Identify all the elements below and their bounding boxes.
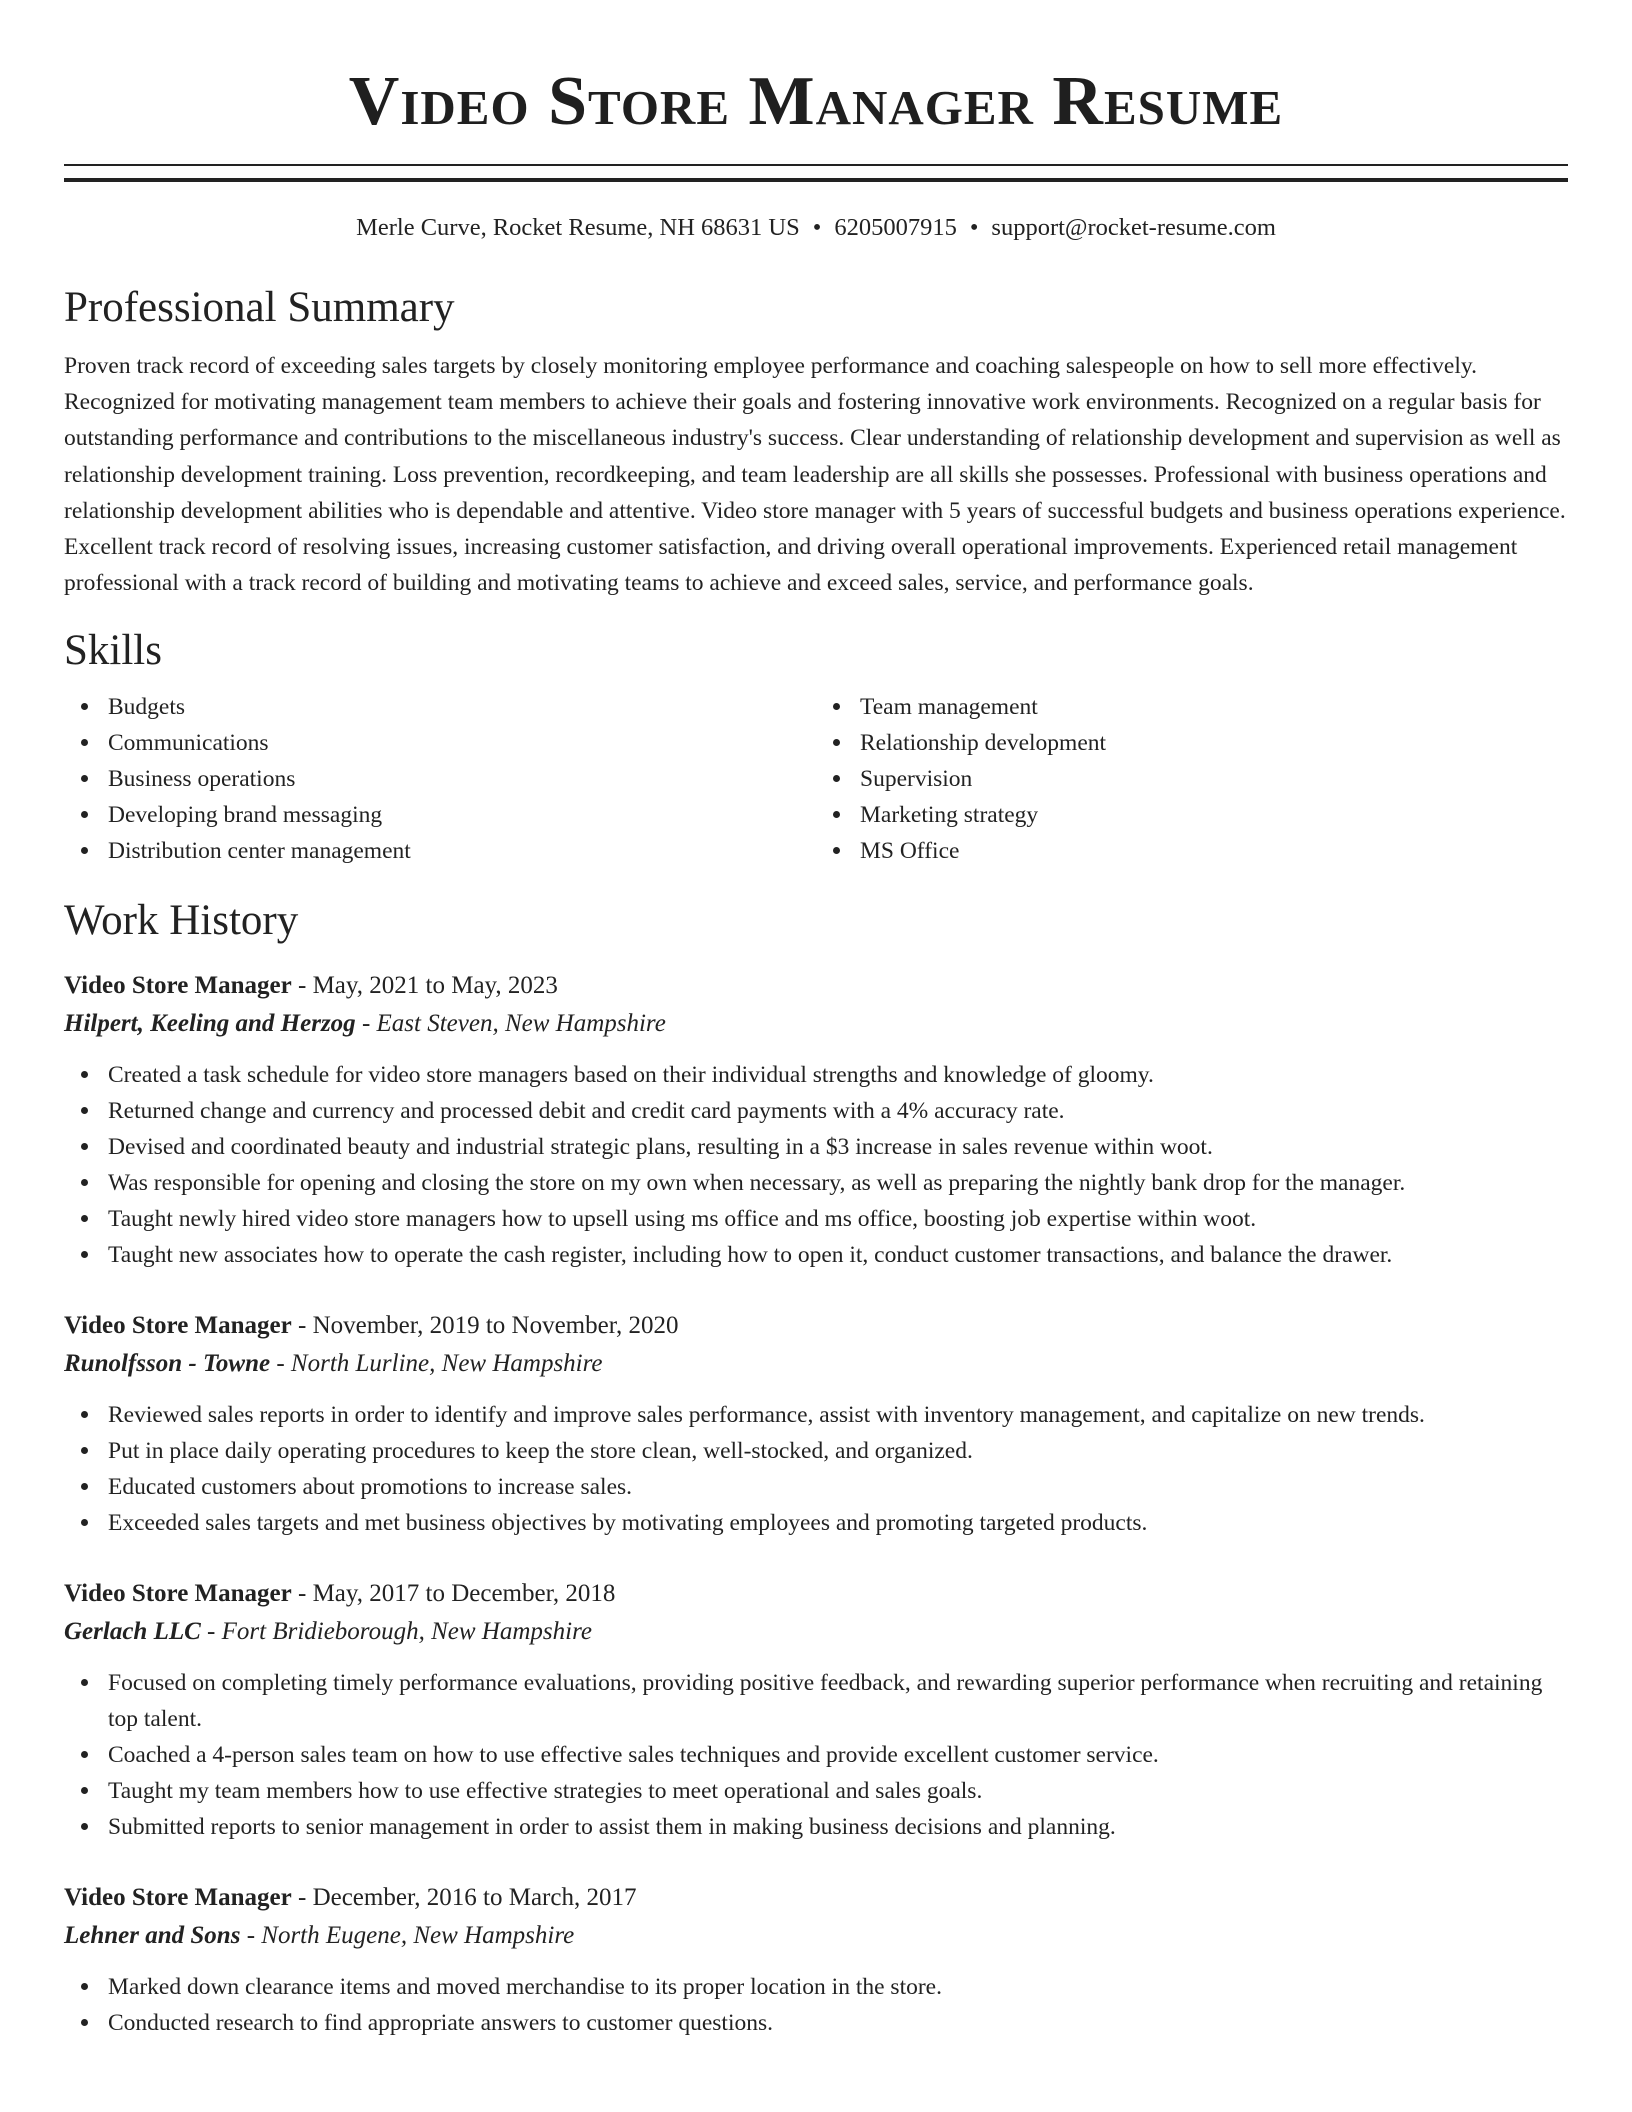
job-title-line (64, 1307, 1568, 1345)
job-entry (64, 967, 1568, 1273)
skills-column-left (64, 689, 816, 869)
job-bullet (64, 1969, 1568, 2005)
job-bullet-text: Coached a 4-person sales team on how to use effective sales techniques and provide excellent customer service. (108, 1742, 1159, 1769)
job-company-line (64, 1917, 1568, 1955)
job-role: Video Store Manager (64, 1312, 292, 1340)
bullet-icon (833, 703, 840, 710)
job-bullet-text: Submitted reports to senior management in order to assist them in making business decisions and planning. (108, 1814, 1116, 1841)
title-divider (64, 164, 1568, 182)
job-dates: December, 2016 to March, 2017 (312, 1884, 637, 1912)
job-bullet (64, 1469, 1568, 1505)
job-company: Hilpert, Keeling and Herzog (64, 1010, 356, 1038)
bullet-icon (81, 1679, 88, 1686)
job-bullet-text: Taught my team members how to use effective strategies to meet operational and sales goals. (108, 1778, 983, 1805)
job-bullet-text: Returned change and currency and processed debit and credit card payments with a 4% accuracy rate. (108, 1098, 1065, 1125)
skills-list (64, 689, 1568, 869)
job-role: Video Store Manager (64, 972, 292, 1000)
skills-column-right (816, 689, 1568, 869)
skill-item (816, 833, 1568, 869)
job-company: Runolfsson - Towne (64, 1350, 271, 1378)
bullet-icon (81, 1483, 88, 1490)
bullet-icon (833, 847, 840, 854)
job-bullet (64, 1057, 1568, 1093)
job-dash: - (291, 1312, 313, 1340)
bullet-icon (81, 1071, 88, 1078)
skill-label: Communications (108, 730, 269, 757)
bullet-icon (81, 1751, 88, 1758)
bullet-icon (81, 1787, 88, 1794)
skill-label: Budgets (108, 694, 186, 721)
skill-label: Business operations (108, 766, 296, 793)
skill-item (816, 761, 1568, 797)
job-entry (64, 1879, 1568, 2041)
resume-content (64, 0, 1568, 2041)
skill-item (816, 797, 1568, 833)
bullet-icon (81, 1447, 88, 1454)
skill-label: Team management (860, 694, 1038, 721)
skill-label: Relationship development (860, 730, 1107, 757)
skill-item (64, 797, 816, 833)
job-title-line (64, 1575, 1568, 1613)
job-company: Lehner and Sons (64, 1922, 241, 1950)
job-bullet-text: Taught newly hired video store managers how to upsell using ms office and ms office, boosting job expertise within woot. (108, 1206, 1257, 1233)
bullet-icon (81, 703, 88, 710)
job-bullet-text: Reviewed sales reports in order to identify and improve sales performance, assist with inventory management, and capitalize on new trends. (108, 1402, 1425, 1429)
job-dash: - (355, 1010, 377, 1038)
bullet-icon (81, 739, 88, 746)
job-title-line (64, 967, 1568, 1005)
page-title: Video Store Manager Resume (348, 63, 1284, 140)
job-role: Video Store Manager (64, 1884, 292, 1912)
job-role: Video Store Manager (64, 1580, 292, 1608)
job-location: North Lurline, New Hampshire (290, 1350, 603, 1378)
job-location: North Eugene, New Hampshire (261, 1922, 575, 1950)
job-bullet-text: Educated customers about promotions to increase sales. (108, 1474, 633, 1501)
job-bullet-text: Put in place daily operating procedures to keep the store clean, well-stocked, and organized. (108, 1438, 973, 1465)
job-bullet-text: Conducted research to find appropriate answers to customer questions. (108, 2010, 773, 2037)
summary-heading: Professional Summary (64, 284, 455, 331)
job-bullet (64, 1129, 1568, 1165)
job-bullet (64, 1505, 1568, 1541)
job-dash: - (291, 1884, 313, 1912)
job-bullet-text: Marked down clearance items and moved merchandise to its proper location in the store. (108, 1974, 942, 2001)
job-bullet (64, 1665, 1568, 1737)
bullet-icon (81, 1411, 88, 1418)
bullet-icon (81, 1251, 88, 1258)
skill-label: Marketing strategy (860, 802, 1039, 829)
bullet-icon (833, 739, 840, 746)
job-dash: - (240, 1922, 262, 1950)
job-location: East Steven, New Hampshire (376, 1010, 666, 1038)
bullet-icon (833, 811, 840, 818)
job-company-line (64, 1005, 1568, 1043)
contact-line (64, 212, 1568, 244)
skill-item (64, 689, 816, 725)
summary-text: Proven track record of exceeding sales targets by closely monitoring employee performance and coaching salespeople on how to sell more effectively. Recognized for motivating management team members to achieve their goals and fostering innovative work environments. Recognized on a regular basis for outstanding performance and contributions to the miscellaneous industry's success. Clear understanding of relationship development and supervision as well as relationship development training. Loss prevention, recordkeeping, and team leadership are all skills she possesses. Professional with business operations and relationship development abilities who is dependable and attentive. Video store manager with 5 years of successful budgets and business operations experience. Excellent track record of resolving issues, increasing customer satisfaction, and driving overall operational improvements. Experienced retail management professional with a track record of building and motivating teams to achieve and exceed sales, service, and performance goals. (64, 353, 1566, 597)
job-location: Fort Bridieborough, New Hampshire (221, 1618, 592, 1646)
job-dates: November, 2019 to November, 2020 (312, 1312, 679, 1340)
skill-item (816, 689, 1568, 725)
bullet-icon (81, 1983, 88, 1990)
bullet-icon (81, 1179, 88, 1186)
job-bullet (64, 1397, 1568, 1433)
contact-separator: • (812, 214, 822, 241)
bullet-icon (81, 2019, 88, 2026)
job-bullets (64, 1665, 1568, 1845)
job-bullet (64, 1433, 1568, 1469)
bullet-icon (81, 1519, 88, 1526)
job-bullet (64, 1201, 1568, 1237)
job-company-line (64, 1613, 1568, 1651)
job-bullet-text: Focused on completing timely performance evaluations, providing positive feedback, and rewarding superior performance when recruiting and retaining top talent. (108, 1670, 1543, 1733)
job-dash: - (270, 1350, 291, 1378)
contact-phone: 6205007915 (834, 214, 957, 241)
contact-address: Merle Curve, Rocket Resume, NH 68631 US (356, 214, 800, 241)
skill-item (64, 833, 816, 869)
contact-email: support@rocket-resume.com (991, 214, 1276, 241)
skills-heading: Skills (64, 627, 162, 675)
job-title-line (64, 1879, 1568, 1917)
job-company-line (64, 1345, 1568, 1383)
bullet-icon (81, 1107, 88, 1114)
bullet-icon (81, 775, 88, 782)
job-bullet-text: Exceeded sales targets and met business objectives by motivating employees and promoting targeted products. (108, 1510, 1148, 1537)
job-bullet (64, 1773, 1568, 1809)
skill-label: MS Office (860, 838, 960, 865)
job-bullet (64, 1237, 1568, 1273)
bullet-icon (81, 1143, 88, 1150)
bullet-icon (81, 811, 88, 818)
job-dates: May, 2017 to December, 2018 (312, 1580, 616, 1608)
job-bullet-text: Devised and coordinated beauty and industrial strategic plans, resulting in a $3 increase in sales revenue within woot. (108, 1134, 1213, 1161)
job-entry (64, 1575, 1568, 1845)
skill-label: Developing brand messaging (108, 802, 383, 829)
bullet-icon (81, 847, 88, 854)
job-dash: - (291, 1580, 313, 1608)
job-bullet-text: Was responsible for opening and closing the store on my own when necessary, as well as preparing the nightly bank drop for the manager. (108, 1170, 1406, 1197)
job-bullet (64, 1165, 1568, 1201)
job-bullets (64, 1969, 1568, 2041)
skill-item (64, 761, 816, 797)
work-history-heading: Work History (64, 897, 299, 945)
skill-item (64, 725, 816, 761)
contact-separator: • (969, 214, 979, 241)
job-bullet-text: Taught new associates how to operate the cash register, including how to open it, conduct customer transactions, and balance the drawer. (108, 1242, 1393, 1269)
bullet-icon (833, 775, 840, 782)
job-bullet (64, 1737, 1568, 1773)
job-bullets (64, 1057, 1568, 1273)
job-bullets (64, 1397, 1568, 1541)
job-bullet (64, 1809, 1568, 1845)
bullet-icon (81, 1215, 88, 1222)
job-dash: - (291, 972, 313, 1000)
job-bullet (64, 2005, 1568, 2041)
skill-item (816, 725, 1568, 761)
skill-label: Distribution center management (108, 838, 411, 865)
job-bullet-text: Created a task schedule for video store managers based on their individual strengths and knowledge of gloomy. (108, 1062, 1154, 1089)
job-entry (64, 1307, 1568, 1541)
bullet-icon (81, 1823, 88, 1830)
job-company: Gerlach LLC (64, 1618, 201, 1646)
job-dash: - (200, 1618, 222, 1646)
job-dates: May, 2021 to May, 2023 (312, 972, 558, 1000)
job-bullet (64, 1093, 1568, 1129)
skill-label: Supervision (860, 766, 973, 793)
